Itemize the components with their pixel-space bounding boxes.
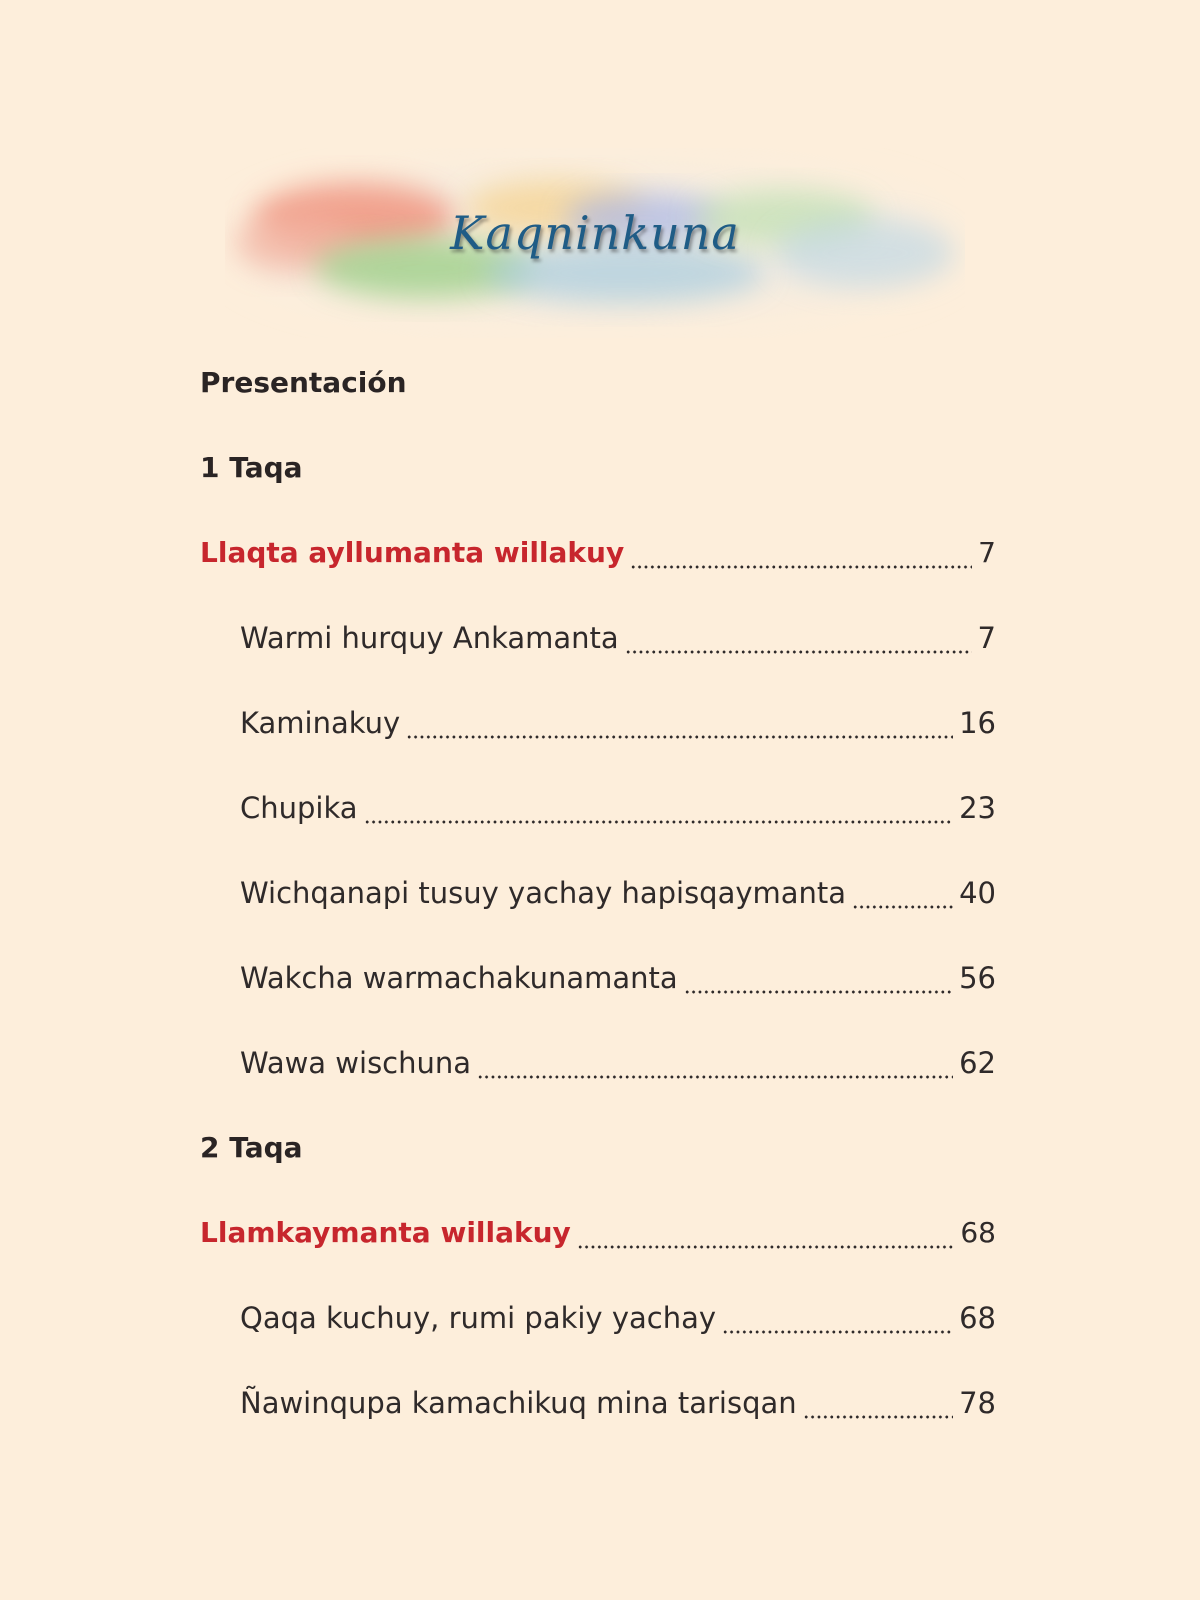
toc-part-label: Llamkaymanta willakuy — [200, 1216, 571, 1249]
toc-page-number: 78 — [959, 1385, 996, 1420]
toc-entry[interactable] — [200, 765, 996, 850]
dot-leader — [852, 882, 953, 910]
toc-part-entry[interactable] — [200, 510, 996, 595]
title-banner — [225, 148, 965, 338]
toc-entry[interactable] — [200, 1360, 996, 1445]
toc-page-number: 23 — [959, 790, 996, 825]
dot-leader — [477, 1052, 953, 1080]
dot-leader — [722, 1307, 953, 1335]
toc-entry[interactable] — [200, 935, 996, 1020]
section-heading-label: 1 Taqa — [200, 451, 303, 484]
toc-page-number: 7 — [978, 536, 996, 569]
toc-entry-label: Warmi hurquy Ankamanta — [240, 620, 619, 655]
toc-page-number: 68 — [960, 1216, 996, 1249]
toc-page-number: 62 — [959, 1045, 996, 1080]
toc-part-entry[interactable] — [200, 1190, 996, 1275]
section-heading-label: 2 Taqa — [200, 1131, 303, 1164]
toc-entry[interactable] — [200, 680, 996, 765]
toc-page-number: 68 — [959, 1300, 996, 1335]
toc-entry[interactable] — [200, 595, 996, 680]
toc-presentation[interactable] — [200, 340, 996, 425]
toc-page-number: 16 — [959, 705, 996, 740]
toc-entry[interactable] — [200, 1020, 996, 1105]
dot-leader — [364, 797, 954, 825]
toc-section-heading — [200, 425, 996, 510]
toc-entry-label: Wakcha warmachakunamanta — [240, 960, 678, 995]
toc-entry[interactable] — [200, 850, 996, 935]
toc-presentation-label: Presentación — [200, 366, 407, 399]
dot-leader — [803, 1392, 953, 1420]
toc-entry-label: Chupika — [240, 790, 358, 825]
dot-leader — [684, 967, 953, 995]
table-of-contents — [200, 340, 996, 1445]
toc-section-heading — [200, 1105, 996, 1190]
toc-part-label: Llaqta ayllumanta willakuy — [200, 536, 625, 569]
toc-entry-label: Ñawinqupa kamachikuq mina tarisqan — [240, 1385, 797, 1420]
page-title: Kaqninkuna — [450, 206, 740, 260]
toc-page-number: 7 — [977, 620, 996, 655]
toc-entry-label: Kaminakuy — [240, 705, 401, 740]
toc-entry[interactable] — [200, 1275, 996, 1360]
toc-page-number: 40 — [959, 875, 996, 910]
toc-entry-label: Wawa wischuna — [240, 1045, 472, 1080]
dot-leader — [625, 627, 972, 655]
dot-leader — [630, 542, 972, 570]
toc-page-number: 56 — [959, 960, 996, 995]
toc-entry-label: Wichqanapi tusuy yachay hapisqaymanta — [240, 875, 847, 910]
dot-leader — [577, 1222, 955, 1250]
toc-entry-label: Qaqa kuchuy, rumi pakiy yachay — [240, 1300, 717, 1335]
dot-leader — [406, 712, 953, 740]
